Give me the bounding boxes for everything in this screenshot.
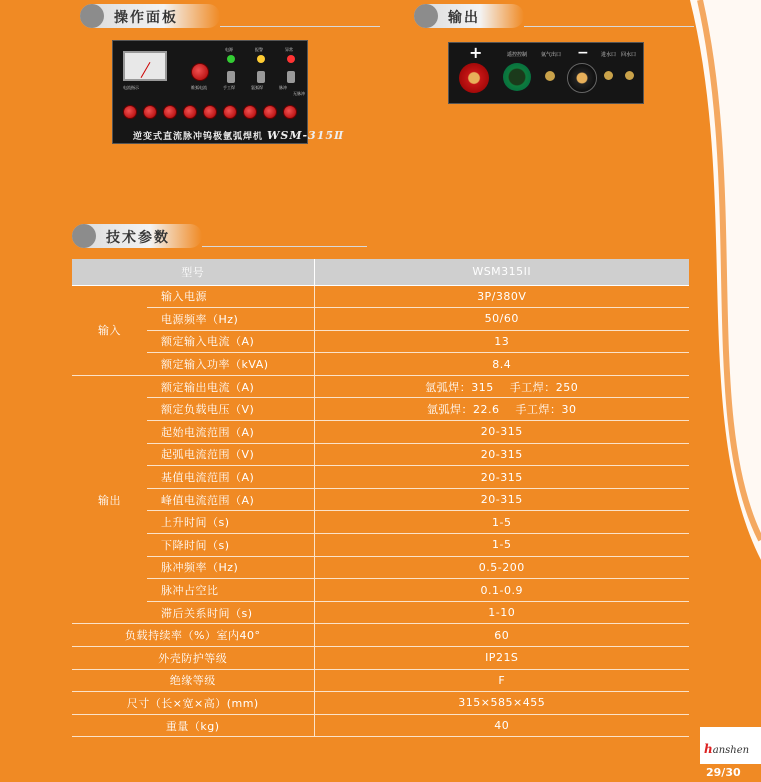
param-name: 下降时间（s) [147, 534, 314, 557]
table-row [72, 443, 689, 466]
param-name: 起始电流范围（A) [147, 421, 314, 444]
param-value: F [314, 669, 689, 692]
section-title: 技术参数 [106, 230, 170, 246]
section-header-spec [72, 224, 367, 248]
param-name: 脉冲频率（Hz) [147, 556, 314, 579]
param-value: 1-5 [314, 534, 689, 557]
page-badge [700, 727, 761, 782]
table-row [72, 624, 689, 647]
header-model-label: 型号 [72, 259, 314, 285]
toggle-switch-icon [287, 71, 295, 83]
table-row [72, 692, 689, 715]
group-label: 输出 [72, 375, 147, 624]
knob-icon [163, 105, 177, 119]
knob-icon [223, 105, 237, 119]
param-name: 重量（kg) [72, 714, 314, 737]
section-header-panel [80, 4, 380, 28]
panel-label: 维弧电流 [191, 85, 207, 90]
model-mark: WSM-315Ⅱ [267, 129, 345, 142]
param-value: 氩弧焊：22.6 手工焊：30 [314, 398, 689, 421]
param-name: 外壳防护等级 [72, 647, 314, 670]
page-number: 29/30 [700, 764, 761, 782]
negative-terminal-icon [567, 63, 597, 93]
table-row [72, 421, 689, 444]
param-name: 基值电流范围（A) [147, 466, 314, 489]
indicator-lamp-icon [287, 55, 295, 63]
table-row [72, 714, 689, 737]
param-name: 上升时间（s) [147, 511, 314, 534]
positive-terminal-icon [459, 63, 489, 93]
output-label: 回水口 [621, 52, 637, 58]
panel-label: 电流指示 [123, 85, 139, 90]
table-row [72, 601, 689, 624]
toggle-switch-icon [257, 71, 265, 83]
ammeter-icon [123, 51, 167, 81]
table-row [72, 375, 689, 398]
knob-icon [263, 105, 277, 119]
param-name: 绝缘等级 [72, 669, 314, 692]
panel-label: 手工焊 [223, 85, 235, 90]
header-model-value: WSM315II [314, 259, 689, 285]
param-name: 尺寸（长×宽×高）(mm) [72, 692, 314, 715]
gas-outlet-icon [545, 71, 555, 81]
param-name: 起弧电流范围（V) [147, 443, 314, 466]
indicator-lamp-icon [257, 55, 265, 63]
remote-socket-icon [503, 63, 531, 91]
spec-table [72, 259, 689, 737]
param-value: 50/60 [314, 308, 689, 331]
param-value: 0.5-200 [314, 556, 689, 579]
table-row [72, 534, 689, 557]
param-name: 峰值电流范围（A) [147, 488, 314, 511]
param-name: 负载持续率（%）室内40° [72, 624, 314, 647]
param-value: 1-10 [314, 601, 689, 624]
param-value: 0.1-0.9 [314, 579, 689, 602]
table-row [72, 579, 689, 602]
output-panel-image [448, 42, 644, 104]
minus-sign: − [577, 45, 589, 61]
param-value: 1-5 [314, 511, 689, 534]
table-row [72, 466, 689, 489]
param-value: 20-315 [314, 421, 689, 444]
table-header-row [72, 259, 689, 285]
table-row [72, 647, 689, 670]
water-outlet-icon [625, 71, 634, 80]
param-value: 20-315 [314, 443, 689, 466]
param-value: 8.4 [314, 353, 689, 376]
panel-label: 氩弧焊 [251, 85, 263, 90]
param-name: 输入电源 [147, 285, 314, 308]
panel-machine-name [133, 129, 344, 142]
logo-text: anshen [712, 745, 750, 756]
table-row [72, 511, 689, 534]
knob-icon [123, 105, 137, 119]
param-name: 额定输入功率（kVA) [147, 353, 314, 376]
table-row [72, 330, 689, 353]
param-value: 20-315 [314, 466, 689, 489]
param-value: 13 [314, 330, 689, 353]
param-name: 额定输出电流（A) [147, 375, 314, 398]
output-label: 进水口 [601, 52, 617, 58]
section-title: 操作面板 [114, 10, 178, 26]
table-row [72, 353, 689, 376]
panel-label: 报警 [255, 47, 263, 52]
param-value: 40 [314, 714, 689, 737]
param-value: 氩弧焊：315 手工焊：250 [314, 375, 689, 398]
panel-label: 脉冲 [279, 85, 287, 90]
knob-icon [243, 105, 257, 119]
machine-name: 逆变式直流脉冲钨极氩弧焊机 [133, 132, 264, 142]
output-label: 氩气出口 [541, 52, 562, 58]
table-row [72, 669, 689, 692]
plus-sign: + [469, 43, 483, 62]
brand-logo [704, 742, 749, 756]
table-row [72, 556, 689, 579]
panel-label: 电源 [225, 47, 233, 52]
table-row [72, 285, 689, 308]
param-name: 额定负载电压（V) [147, 398, 314, 421]
param-name: 脉冲占空比 [147, 579, 314, 602]
param-value: 20-315 [314, 488, 689, 511]
param-value: 60 [314, 624, 689, 647]
param-name: 电源频率（Hz) [147, 308, 314, 331]
water-inlet-icon [604, 71, 613, 80]
knob-icon [191, 63, 209, 81]
section-title: 输出 [448, 10, 480, 26]
group-label: 输入 [72, 285, 147, 375]
output-label: 遥控控制 [507, 52, 528, 58]
knob-icon [283, 105, 297, 119]
param-name: 额定输入电流（A) [147, 330, 314, 353]
knob-icon [203, 105, 217, 119]
param-value: 315×585×455 [314, 692, 689, 715]
table-row [72, 398, 689, 421]
param-name: 滞后关系时间（s) [147, 601, 314, 624]
param-value: 3P/380V [314, 285, 689, 308]
section-header-output [414, 4, 694, 28]
control-panel-image [112, 40, 345, 144]
panel-label: 异常 [285, 47, 293, 52]
indicator-lamp-icon [227, 55, 235, 63]
table-row [72, 308, 689, 331]
knob-icon [143, 105, 157, 119]
toggle-switch-icon [227, 71, 235, 83]
param-value: IP21S [314, 647, 689, 670]
panel-label: 无脉冲 [293, 91, 305, 96]
table-row [72, 488, 689, 511]
knob-icon [183, 105, 197, 119]
logo-initial: h [704, 742, 713, 756]
